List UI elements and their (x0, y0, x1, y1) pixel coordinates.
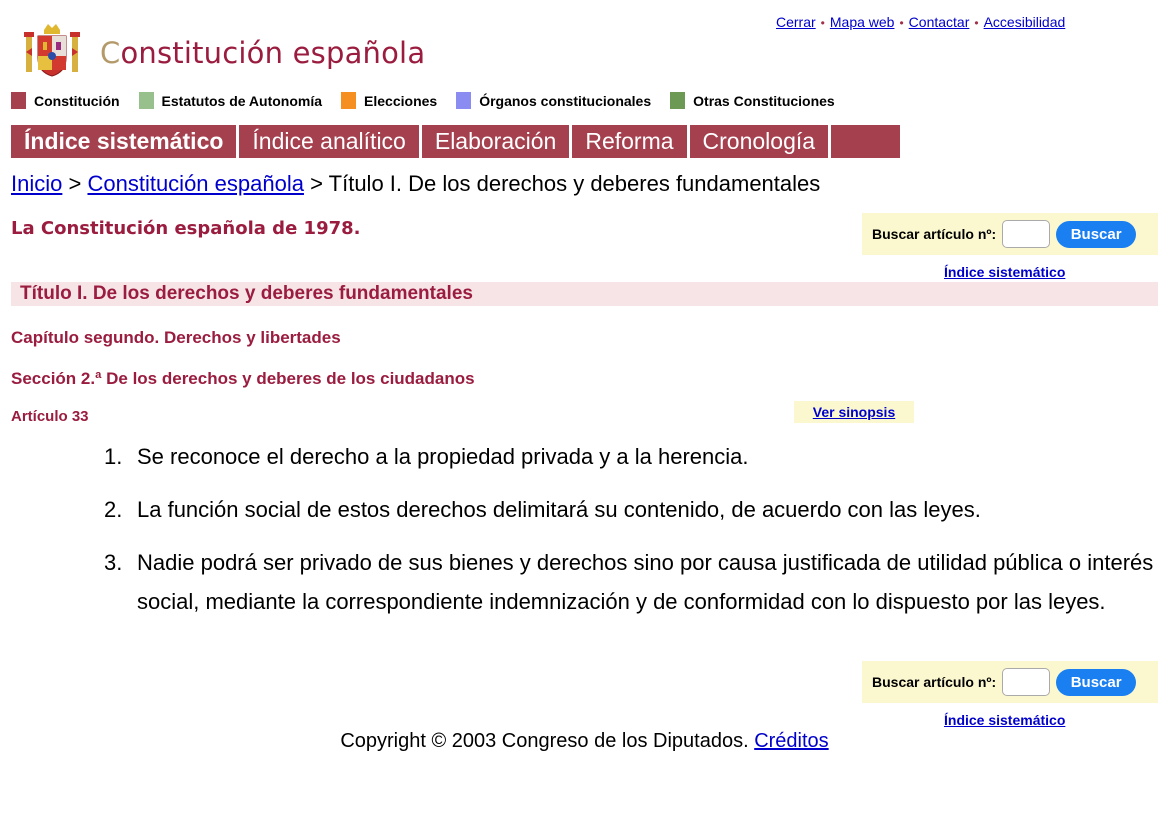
tab-indice-sistematico[interactable]: Índice sistemático (11, 125, 239, 158)
articulo-heading: Artículo 33 (11, 408, 89, 425)
close-link[interactable]: Cerrar (776, 14, 816, 30)
section-color-square (139, 92, 154, 109)
search-button[interactable]: Buscar (1056, 669, 1136, 696)
breadcrumb-current: Título I. De los derechos y deberes fundamentales (328, 171, 821, 196)
section-constitucion[interactable]: Constitución (11, 92, 120, 109)
titulo-heading: Título I. De los derechos y deberes fundamentales (20, 283, 473, 304)
article-search-box-bottom (862, 661, 1158, 703)
tab-cronologia[interactable]: Cronología (690, 125, 832, 158)
article-number-input[interactable] (1002, 220, 1050, 248)
coat-of-arms-icon[interactable] (24, 22, 80, 78)
breadcrumb-home-link[interactable]: Inicio (11, 171, 63, 196)
section-organos[interactable]: Órganos constitucionales (456, 92, 651, 109)
document-title: La Constitución española de 1978. (11, 218, 361, 239)
seccion-heading: Sección 2.ª De los derechos y deberes de los ciudadanos (11, 369, 475, 388)
copyright-text: Copyright © 2003 Congreso de los Diputados. (340, 730, 749, 752)
section-color-square (670, 92, 685, 109)
item-text: La función social de estos derechos delimitará su contenido, de acuerdo con las leyes. (137, 497, 981, 522)
section-estatutos[interactable]: Estatutos de Autonomía (139, 92, 323, 109)
section-nav (11, 92, 854, 109)
site-title[interactable]: Constitución española (100, 36, 426, 70)
main-tabbar (11, 125, 900, 158)
section-color-square (341, 92, 356, 109)
sitemap-link[interactable]: Mapa web (829, 14, 895, 30)
tab-reforma[interactable]: Reforma (572, 125, 689, 158)
breadcrumb (11, 171, 820, 197)
list-item (104, 442, 1154, 472)
separator-dot: • (899, 16, 904, 30)
section-elecciones[interactable]: Elecciones (341, 92, 437, 109)
section-color-square (11, 92, 26, 109)
item-number: 2. (104, 497, 123, 522)
accessibility-link[interactable]: Accesibilidad (983, 14, 1066, 30)
tab-elaboracion[interactable]: Elaboración (422, 125, 572, 158)
search-button[interactable]: Buscar (1056, 221, 1136, 248)
article-items (104, 442, 1154, 644)
contact-link[interactable]: Contactar (908, 14, 970, 30)
breadcrumb-separator: > (68, 171, 82, 196)
separator-dot: • (974, 16, 979, 30)
breadcrumb-parent-link[interactable]: Constitución española (87, 171, 304, 196)
list-item (104, 548, 1154, 621)
search-label: Buscar artículo nº: (872, 226, 997, 242)
section-color-square (456, 92, 471, 109)
capitulo-heading: Capítulo segundo. Derechos y libertades (11, 328, 341, 347)
article-number-input[interactable] (1002, 668, 1050, 696)
tab-indice-analitico[interactable]: Índice analítico (239, 125, 421, 158)
breadcrumb-separator: > (310, 171, 323, 196)
item-text: Se reconoce el derecho a la propiedad privada y a la herencia. (137, 444, 749, 469)
sinopsis-link[interactable]: Ver sinopsis (812, 404, 896, 420)
list-item (104, 495, 1154, 525)
item-text: Nadie podrá ser privado de sus bienes y derechos sino por causa justificada de utilidad pública o interés social, mediante la correspondiente indemnización y de conformidad con lo dispuesto por las leyes. (137, 550, 1154, 614)
index-link-bottom[interactable]: Índice sistemático (944, 712, 1066, 728)
search-label: Buscar artículo nº: (872, 674, 997, 690)
titulo-heading-bar (11, 282, 1158, 306)
item-number: 1. (104, 444, 123, 469)
footer (0, 730, 1170, 753)
sinopsis-box (794, 401, 914, 423)
top-links (776, 14, 1065, 30)
section-otras[interactable]: Otras Constituciones (670, 92, 835, 109)
separator-dot: • (820, 16, 825, 30)
item-number: 3. (104, 550, 123, 575)
index-link[interactable]: Índice sistemático (944, 264, 1066, 280)
credits-link[interactable]: Créditos (754, 730, 829, 752)
article-search-box (862, 213, 1158, 255)
